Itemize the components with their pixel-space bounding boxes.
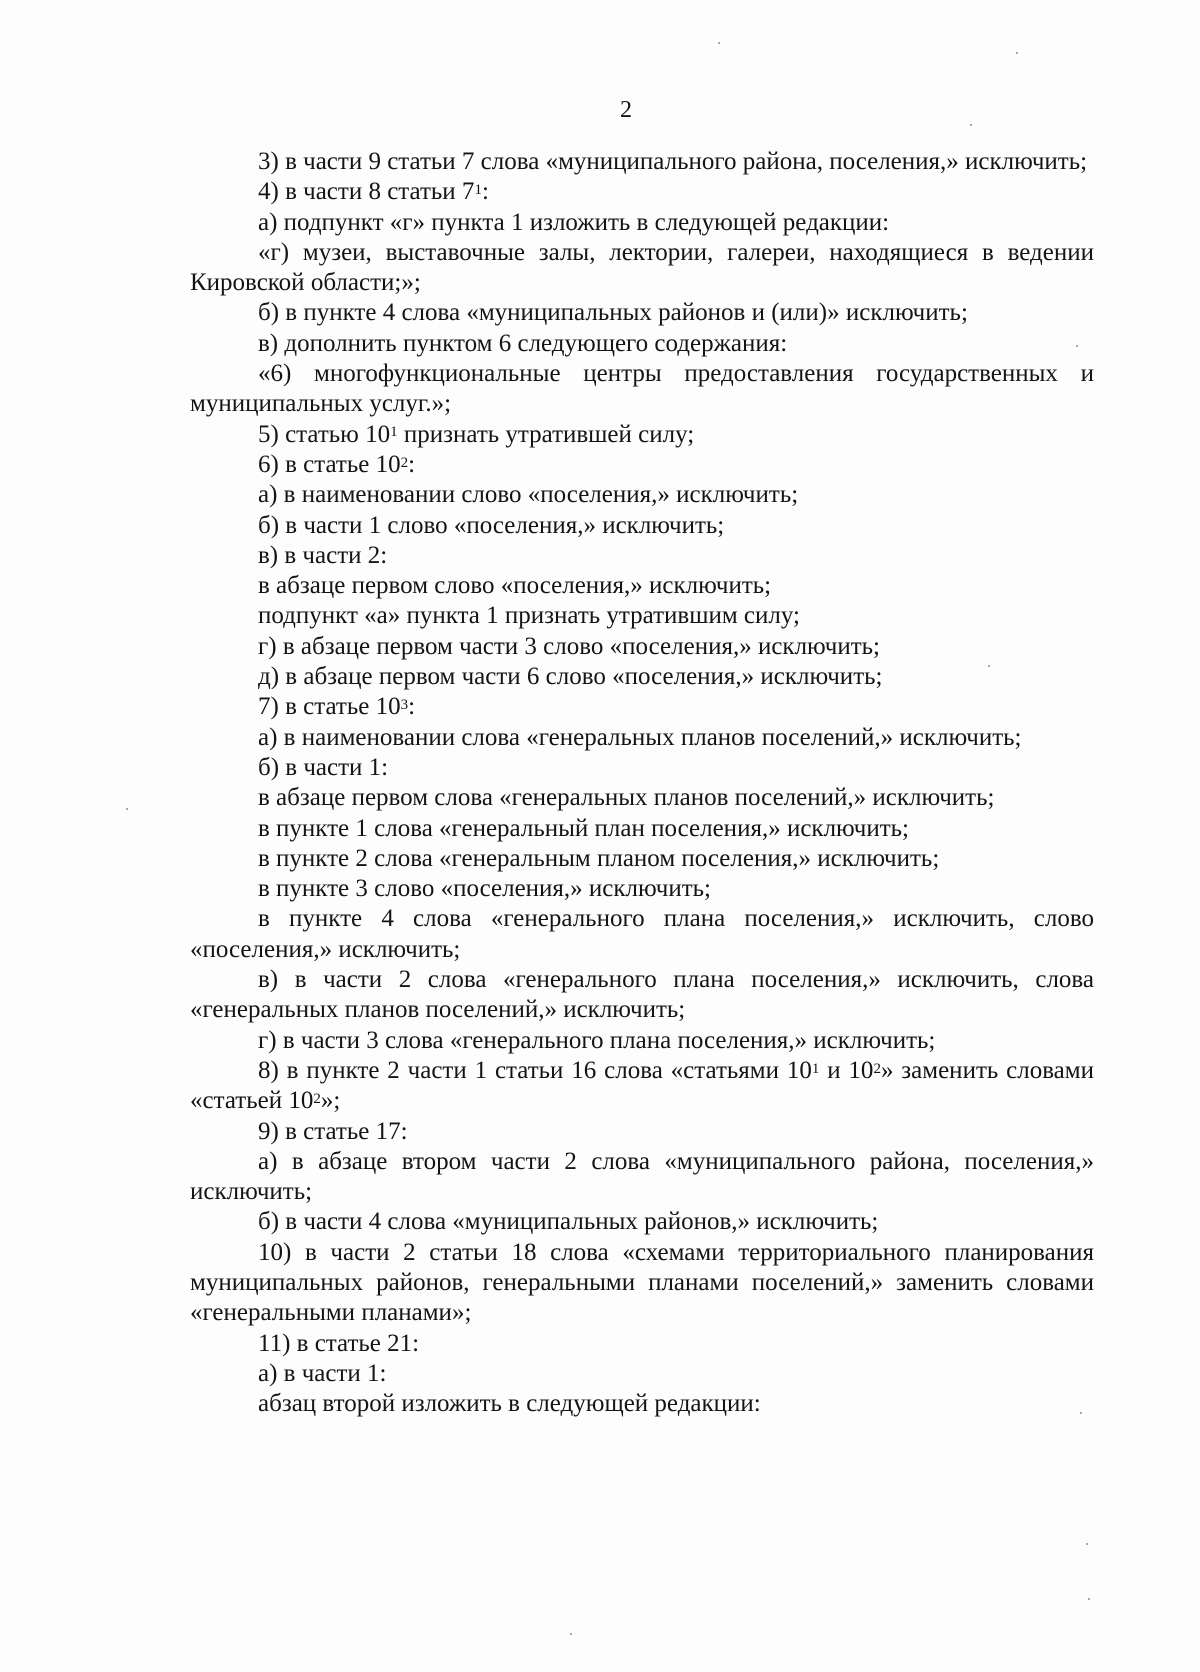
paragraph <box>190 238 1094 299</box>
paragraph <box>190 208 1094 238</box>
paragraph <box>190 1207 1094 1237</box>
paragraph-text: в пункте 4 слова «генерального плана поселения,» исключить, слово «поселения,» исключить; <box>190 905 1094 963</box>
paragraph-text: в) в части 2: <box>258 541 388 569</box>
paragraph <box>190 1389 1094 1419</box>
paragraph-text: «г) музеи, выставочные залы, лектории, галереи, находящиеся в ведении Кировской области;»; <box>190 238 1094 297</box>
paragraph-text: б) в части 4 слова «муниципальных районов,» исключить; <box>258 1208 879 1236</box>
paragraph-text: в пункте 3 слово «поселения,» исключить; <box>258 875 711 903</box>
scan-speck <box>988 665 990 667</box>
paragraph <box>190 1147 1094 1208</box>
paragraph <box>190 904 1094 965</box>
paragraph <box>190 753 1094 783</box>
superscript: 1 <box>474 182 482 199</box>
paragraph-text: а) в части 1: <box>258 1359 387 1387</box>
paragraph-text: а) в наименовании слова «генеральных планов поселений,» исключить; <box>258 723 1022 751</box>
paragraph-text: 6) в статье 10 <box>258 450 401 478</box>
superscript: 2 <box>313 1090 321 1107</box>
scan-speck <box>970 124 972 126</box>
paragraph-text: »; <box>320 1087 341 1115</box>
paragraph-text: : <box>408 450 416 478</box>
scan-speck <box>570 1633 572 1635</box>
paragraph <box>190 662 1094 692</box>
paragraph-text: «6) многофункциональные центры предоставления государственных и муниципальных услуг.»; <box>190 360 1094 418</box>
paragraph <box>190 844 1094 874</box>
paragraph <box>190 511 1094 541</box>
paragraph-text: в) дополнить пунктом 6 следующего содержания: <box>258 329 788 357</box>
paragraph-text: 5) статью 10 <box>258 420 391 448</box>
superscript: 2 <box>400 454 409 471</box>
paragraph-text: 9) в статье 17: <box>258 1117 408 1145</box>
paragraph <box>190 359 1094 420</box>
paragraph <box>190 1359 1094 1389</box>
page-number: 2 <box>620 97 632 123</box>
paragraph <box>190 1056 1094 1117</box>
paragraph-text: в пункте 2 слова «генеральным планом поселения,» исключить; <box>258 844 940 872</box>
paragraph <box>190 450 1094 480</box>
scan-speck <box>1076 345 1078 347</box>
paragraph-text: 4) в части 8 статьи 7 <box>258 178 475 206</box>
paragraph-text: 10) в части 2 статьи 18 слова «схемами территориального планирования муниципальных районов, генеральными планами поселений,» заменить словами «генеральными планами»; <box>190 1238 1094 1327</box>
paragraph <box>190 874 1094 904</box>
paragraph-text: : <box>481 178 489 206</box>
paragraph-text: и 10 <box>819 1056 874 1084</box>
paragraph-text: : <box>408 693 416 721</box>
paragraph-text: » заменить словами «статьей 10 <box>190 1056 1094 1115</box>
paragraph <box>190 814 1094 844</box>
paragraph-text: 11) в статье 21: <box>258 1329 420 1357</box>
paragraph <box>190 177 1094 207</box>
scan-speck <box>718 42 720 44</box>
paragraph <box>190 783 1094 813</box>
paragraph-text: б) в части 1: <box>258 753 389 781</box>
paragraph <box>190 1238 1094 1329</box>
paragraph-text: в абзаце первом слово «поселения,» исключить; <box>258 572 772 600</box>
paragraph-text: 7) в статье 10 <box>258 693 401 721</box>
scan-speck <box>1088 1598 1090 1600</box>
paragraph <box>190 601 1094 631</box>
superscript: 1 <box>811 1060 820 1077</box>
superscript: 2 <box>873 1060 881 1077</box>
scan-speck <box>1086 1543 1088 1545</box>
paragraph-text: абзац второй изложить в следующей редакции: <box>258 1390 761 1418</box>
paragraph <box>190 298 1094 328</box>
paragraph-text: в пункте 1 слова «генеральный план поселения,» исключить; <box>258 814 909 842</box>
paragraph <box>190 147 1094 177</box>
paragraph <box>190 692 1094 722</box>
paragraph-text: б) в пункте 4 слова «муниципальных районов и (или)» исключить; <box>258 299 968 327</box>
paragraph <box>190 632 1094 662</box>
paragraph-text: 8) в пункте 2 части 1 статьи 16 слова «статьями 10 <box>258 1056 812 1084</box>
paragraph-text: в) в части 2 слова «генерального плана поселения,» исключить, слова «генеральных планов поселений,» исключить; <box>190 966 1094 1024</box>
paragraph <box>190 1117 1094 1147</box>
paragraph-text: д) в абзаце первом части 6 слово «поселения,» исключить; <box>258 663 883 691</box>
paragraph <box>190 965 1094 1026</box>
paragraph-text: а) в абзаце втором части 2 слова «муниципального района, поселения,» исключить; <box>190 1147 1094 1206</box>
superscript: 1 <box>390 424 398 441</box>
paragraph <box>190 1329 1094 1359</box>
paragraph <box>190 541 1094 571</box>
scan-speck <box>1016 52 1018 54</box>
paragraph-text: г) в абзаце первом части 3 слово «поселения,» исключить; <box>258 632 880 660</box>
paragraph <box>190 723 1094 753</box>
paragraph <box>190 1026 1094 1056</box>
scan-speck <box>126 808 128 810</box>
paragraph-text: а) подпункт «г» пункта 1 изложить в следующей редакции: <box>258 208 890 236</box>
document-body <box>190 147 1094 1419</box>
paragraph-text: 3) в части 9 статьи 7 слова «муниципального района, поселения,» исключить; <box>258 148 1088 175</box>
scan-speck <box>1080 1412 1082 1414</box>
paragraph <box>190 571 1094 601</box>
paragraph-text: в абзаце первом слова «генеральных планов поселений,» исключить; <box>258 784 995 812</box>
paragraph-text: а) в наименовании слово «поселения,» исключить; <box>258 481 799 509</box>
paragraph-text: г) в части 3 слова «генерального плана поселения,» исключить; <box>258 1026 936 1054</box>
superscript: 3 <box>400 697 409 714</box>
paragraph <box>190 329 1094 359</box>
paragraph-text: признать утратившей силу; <box>397 420 695 448</box>
paragraph <box>190 420 1094 450</box>
paragraph-text: подпункт «а» пункта 1 признать утратившим силу; <box>258 602 800 630</box>
paragraph-text: б) в части 1 слово «поселения,» исключить; <box>258 511 725 539</box>
paragraph <box>190 480 1094 510</box>
